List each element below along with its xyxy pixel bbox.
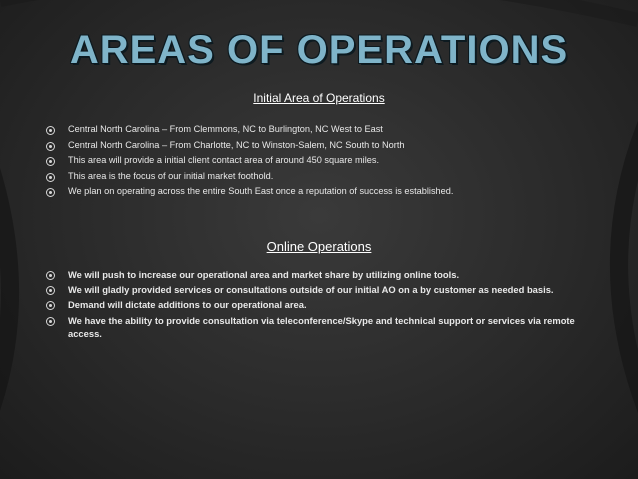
bullet-icon [46, 142, 55, 151]
list-item-text: We have the ability to provide consultation via teleconference/Skype and technical support or services via remote access. [68, 314, 575, 339]
initial-area-heading: Initial Area of Operations [253, 91, 385, 105]
list-item-text: Demand will dictate additions to our operational area. [68, 299, 307, 311]
list-item [46, 138, 606, 154]
list-item [46, 184, 606, 200]
list-item [46, 314, 606, 340]
bullet-icon [46, 188, 55, 197]
list-item-text: Central North Carolina – From Clemmons, NC to Burlington, NC West to East [68, 124, 383, 134]
bullet-icon [46, 157, 55, 166]
initial-area-list [46, 122, 606, 200]
bullet-icon [46, 271, 55, 280]
list-item-text: This area will provide a initial client contact area of around 450 square miles. [68, 155, 380, 166]
list-item [46, 298, 606, 311]
list-item [46, 122, 606, 138]
online-operations-heading: Online Operations [266, 239, 372, 254]
bullet-icon [46, 173, 55, 182]
bullet-icon [46, 126, 55, 135]
bullet-icon [46, 286, 55, 295]
list-item-text: This area is the focus of our initial market foothold. [68, 170, 274, 181]
list-item-text: We plan on operating across the entire South East once a reputation of success is established. [68, 186, 454, 197]
list-item [46, 268, 606, 281]
bullet-icon [46, 317, 55, 326]
online-operations-list [46, 268, 606, 342]
bullet-icon [46, 301, 55, 310]
slide-title: AREAS OF OPERATIONS [69, 28, 569, 72]
list-item [46, 153, 606, 169]
list-item [46, 283, 606, 296]
list-item-text: Central North Carolina – From Charlotte, NC to Winston-Salem, NC South to North [68, 139, 405, 150]
list-item [46, 169, 606, 185]
list-item-text: We will push to increase our operational area and market share by utilizing online tools. [68, 269, 460, 280]
list-item-text: We will gladly provided services or consultations outside of our initial AO on a by customer as needed basis. [68, 284, 554, 296]
